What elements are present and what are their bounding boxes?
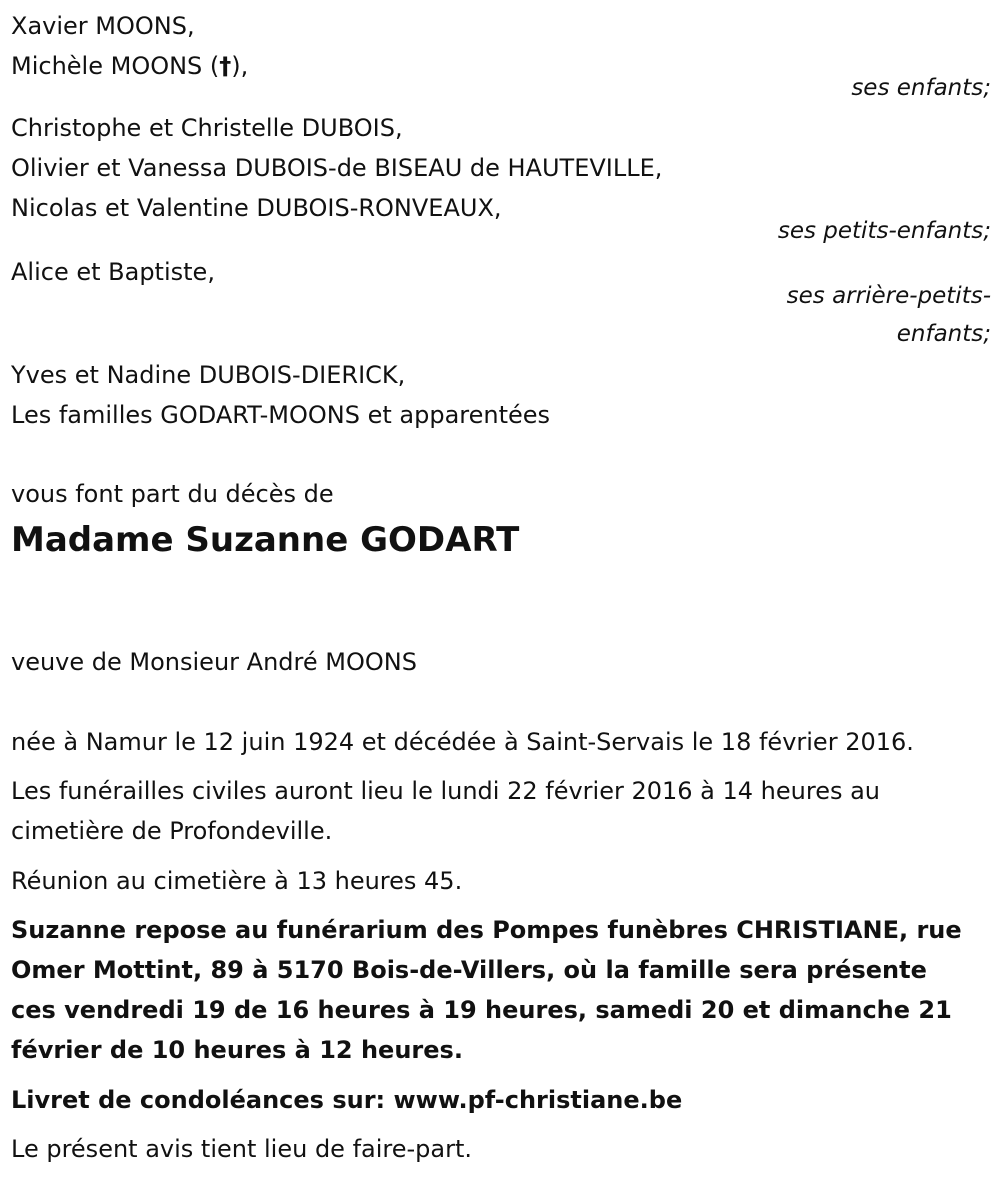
role-children: ses enfants; <box>851 75 991 101</box>
role-great-grandchildren-2: enfants; <box>896 321 991 347</box>
birth-death: née à Namur le 12 juin 1924 et décédée à Saint-Servais le 18 février 2016. <box>11 728 914 756</box>
deceased-name: Madame Suzanne GODART <box>11 520 520 560</box>
repose-block <box>11 910 962 1070</box>
grandchildren-block <box>11 108 662 228</box>
child-name-text: Michèle MOONS ( <box>11 52 220 80</box>
role-grandchildren: ses petits-enfants; <box>777 218 991 244</box>
grandchild-name: Nicolas et Valentine DUBOIS-RONVEAUX, <box>11 194 502 222</box>
closing: Le présent avis tient lieu de faire-part. <box>11 1135 473 1163</box>
funeral-block <box>11 771 880 851</box>
child-name: Xavier MOONS, <box>11 12 195 40</box>
repose-line: février de 10 heures à 12 heures. <box>11 1036 463 1064</box>
funeral-line: Les funérailles civiles auront lieu le lundi 22 février 2016 à 14 heures au <box>11 777 881 805</box>
funeral-line: cimetière de Profondeville. <box>11 817 333 845</box>
other-name: Les familles GODART-MOONS et apparentées <box>11 401 551 429</box>
great-grandchild-name: Alice et Baptiste, <box>11 258 215 286</box>
grandchild-name: Olivier et Vanessa DUBOIS-de BISEAU de HAUTEVILLE, <box>11 154 663 182</box>
others-block <box>11 355 550 435</box>
announcement: vous font part du décès de <box>11 480 334 508</box>
repose-line: Omer Mottint, 89 à 5170 Bois-de-Villers, où la famille sera présente <box>11 956 927 984</box>
meeting: Réunion au cimetière à 13 heures 45. <box>11 867 463 895</box>
repose-line: ces vendredi 19 de 16 heures à 19 heures, samedi 20 et dimanche 21 <box>11 996 952 1024</box>
widow-of: veuve de Monsieur André MOONS <box>11 648 417 676</box>
condolences: Livret de condoléances sur: www.pf-christiane.be <box>11 1086 683 1114</box>
repose-line: Suzanne repose au funérarium des Pompes funèbres CHRISTIANE, rue <box>11 916 962 944</box>
cross-icon: † <box>219 52 232 80</box>
child-name-suffix: ), <box>231 52 249 80</box>
other-name: Yves et Nadine DUBOIS-DIERICK, <box>11 361 406 389</box>
grandchild-name: Christophe et Christelle DUBOIS, <box>11 114 403 142</box>
role-great-grandchildren-1: ses arrière-petits- <box>786 283 991 309</box>
